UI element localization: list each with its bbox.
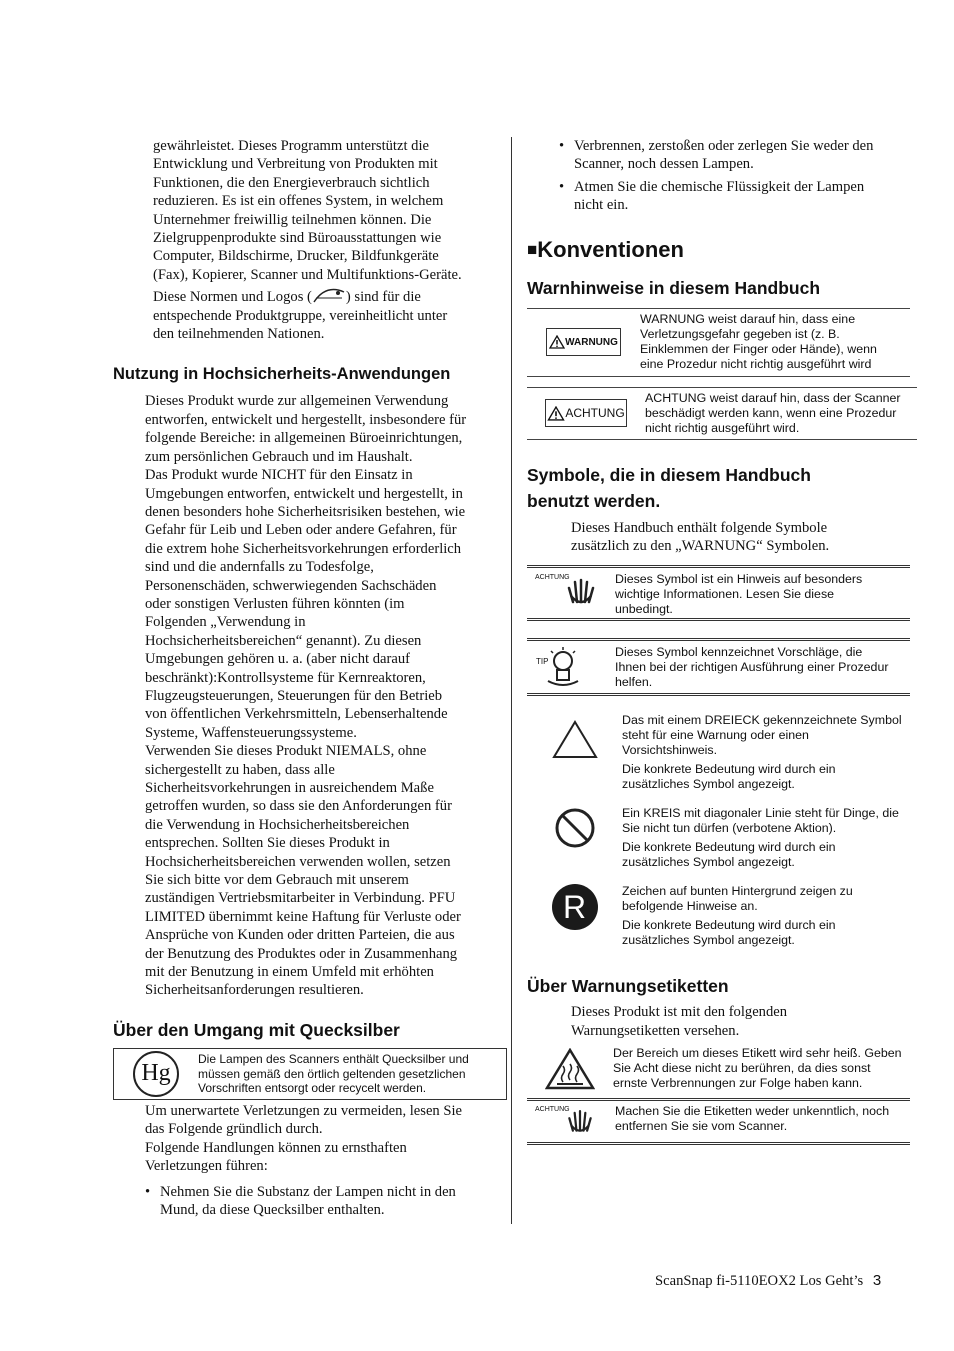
text-line: der Benutzung des Produktes oder in Zusammenhang	[145, 945, 458, 962]
text-line: Sie Acht diese nicht zu berühren, da dies sonst	[613, 1061, 871, 1076]
bullet-marker: •	[559, 138, 565, 154]
text-line: Ihnen bei der richtigen Ausführung einer Prozedur	[615, 660, 889, 675]
text-line: Die Lampen des Scanners enthält Quecksilber und	[198, 1052, 469, 1067]
heat-label-row	[527, 1046, 912, 1096]
text-line: wichtige Informationen. Lesen Sie diese	[615, 587, 835, 602]
achtung-label-wrap	[527, 399, 645, 427]
text-line: Dieses Symbol kennzeichnet Vorschläge, die	[615, 645, 863, 660]
text-line: Folgende Handlungen können zu ernsthaften	[145, 1139, 407, 1156]
text-line: Verletzungsgefahr gegeben ist (z. B.	[640, 327, 840, 342]
text-line: Ansprüche von Kunden oder dritten Parteien, die aus	[145, 927, 455, 944]
achtung-symbol-text	[615, 572, 862, 617]
text-line: Die konkrete Bedeutung wird durch ein	[622, 762, 836, 777]
left-column	[113, 137, 498, 1219]
text-line: zuständigen Vertriebsmitarbeiter in Verbindung. PFU	[145, 890, 456, 907]
etiketten-intro	[527, 1003, 912, 1040]
text-line: Das Produkt wurde NICHT für den Einsatz in	[145, 467, 413, 484]
text-line: Atmen Sie die chemische Flüssigkeit der Lampen	[574, 178, 865, 195]
text-line: Ein KREIS mit diagonaler Linie steht für Dinge, die	[622, 806, 899, 821]
text-line: steht für eine Warnung oder einen	[622, 728, 809, 743]
high-security-paragraph	[113, 392, 498, 999]
tip-symbol-box	[527, 638, 910, 696]
text-line: getroffen wurden, so dass sie den Anforderungen für	[145, 798, 452, 815]
text-line: Der Bereich um dieses Etikett wird sehr heiß. Geben	[613, 1046, 902, 1061]
symbole-intro	[527, 519, 912, 556]
text-line: Sicherheitsanforderungen resultieren.	[145, 982, 364, 999]
bullet-item	[527, 137, 912, 174]
text-line: Nehmen Sie die Substanz der Lampen nicht in den	[160, 1183, 456, 1200]
text-line: nicht ein.	[574, 197, 629, 214]
text-line: entfernen Sie sie vom Scanner.	[615, 1119, 788, 1134]
text-line: die Verwendung in Hochsicherheitsbereichen	[145, 816, 410, 833]
text-line: Computer, Bildschirme, Drucker, Bildfunkgeräte	[153, 248, 439, 265]
text-line: reduzieren. Es ist ein offenes System, in welchem	[153, 193, 444, 210]
right-column	[527, 137, 912, 1145]
text-line: eine Prozedur nicht richtig ausgeführt wird	[640, 357, 872, 372]
mercury-notice-text	[198, 1052, 469, 1096]
text-line: Entwicklung und Verbreitung von Produkten mit	[153, 156, 438, 173]
text-line: sind und die andernfalls zu Todesfolge,	[145, 559, 374, 576]
prohibited-icon-wrap	[527, 806, 622, 850]
text-line: den teilnehmenden Nationen.	[153, 326, 325, 343]
circle-text	[622, 806, 899, 870]
page-footer	[655, 1272, 881, 1290]
text-line: Funktionen, die den Energieverbrauch sichtlich	[153, 174, 430, 191]
page-number: 3	[872, 1272, 882, 1289]
bullet-text	[160, 1183, 456, 1220]
text-line: Hochsicherheitsbereichen“ genannt). Zu diesen	[145, 632, 422, 649]
etiketten-hand-icon	[527, 1104, 615, 1138]
bullet-marker: •	[559, 178, 565, 195]
text-line: ernste Verbrennungen zur Folge haben kann.	[613, 1076, 863, 1091]
text-line: Zielgruppenprodukte sind Büroausstattungen wie	[153, 230, 442, 247]
mercury-notice-box	[113, 1048, 507, 1100]
text-line: Dieses Symbol ist ein Hinweis auf besonders	[615, 572, 863, 587]
section-title-high-security: Nutzung in Hochsicherheits-Anwendungen	[113, 365, 451, 384]
text-line: zusätzliches Symbol angezeigt.	[622, 855, 795, 870]
warnung-label-wrap	[527, 328, 640, 356]
text-line: Unternehmer freiwillig teilnehmen können. Die	[153, 211, 432, 228]
achtung-box	[527, 387, 917, 440]
text-line: befolgende Hinweise an.	[622, 899, 758, 914]
text-line: zusätzliches Symbol angezeigt.	[622, 777, 795, 792]
text-line: Symbole, die in diesem Handbuch	[527, 464, 811, 485]
bullet-marker: •	[145, 1183, 151, 1200]
warnung-text	[640, 312, 877, 372]
section-title-warnhinweise: Warnhinweise in diesem Handbuch	[527, 277, 821, 298]
text-line: zum persönlichen Gebrauch und im Haushalt.	[145, 448, 413, 465]
text-line: folgende Bereiche: in allgemeinen Büroeinrichtungen,	[145, 430, 463, 447]
achtung-symbol-box	[527, 565, 910, 621]
hand-icon	[565, 1104, 595, 1136]
text-line: Um unerwartete Verletzungen zu vermeiden, lesen Sie	[145, 1102, 463, 1119]
text-line: sichergestellt zu haben, dass alle	[145, 761, 335, 778]
text-line: (Fax), Kopierer, Scanner und Multifunktions-Geräte.	[153, 266, 462, 283]
text-line: Die konkrete Bedeutung wird durch ein	[622, 918, 836, 933]
text-line: das Folgende gründlich durch.	[145, 1121, 323, 1138]
tip-bulb-icon	[527, 645, 615, 689]
triangle-text	[622, 713, 902, 792]
text-line: nicht richtig ausgeführt wird.	[645, 420, 800, 435]
text-line: Umgebungen entworfen, entwickelt und hergestellt, in	[145, 485, 463, 502]
text-line: zusätzliches Symbol angezeigt.	[622, 933, 795, 948]
text-line: Vorsichtshinweis.	[622, 743, 718, 758]
text-line: Verletzungen führen:	[145, 1158, 268, 1175]
achtung-icon-label: ACHTUNG	[535, 574, 570, 582]
achtung-label: ACHTUNG	[545, 399, 627, 427]
text-line: denen besonders hohe Sicherheitsrisiken bestehen, wie	[145, 503, 466, 520]
text-line: Warnungsetiketten versehen.	[571, 1022, 740, 1039]
r-circle-icon: R	[552, 884, 598, 930]
bullet-text	[574, 178, 864, 215]
achtung-icon-label: ACHTUNG	[535, 1106, 570, 1114]
achtung-hand-icon	[527, 572, 615, 612]
logos-line: Diese Normen und Logos ( ) sind für die	[153, 289, 421, 306]
text-line: helfen.	[615, 675, 653, 690]
lightbulb-icon	[545, 645, 581, 687]
text-line: entsprechen. Sollten Sie dieses Produkt in	[145, 835, 390, 852]
text-line: Sicherheitsvorkehrungen in ausreichendem Maße	[145, 780, 434, 796]
intro-paragraph	[113, 137, 498, 343]
text-line: Gefahr für Leib und Leben oder andere Gefahren, für	[145, 522, 457, 539]
energy-star-logo-icon	[312, 288, 346, 304]
achtung-text	[645, 391, 901, 436]
warnung-box	[527, 308, 910, 377]
text-line: Machen Sie die Etiketten weder unkenntlich, noch	[615, 1104, 890, 1119]
text-line: unbedingt.	[615, 602, 673, 617]
warning-triangle-icon	[547, 406, 565, 421]
text-line: Sie nicht tun dürfen (verbotene Aktion).	[622, 821, 837, 836]
triangle-icon-wrap	[527, 713, 622, 759]
bullet-text	[574, 137, 873, 174]
square-bullet-icon: ■	[527, 239, 538, 259]
section-title-mercury: Über den Umgang mit Quecksilber	[113, 1019, 400, 1040]
prohibited-icon	[553, 806, 597, 850]
text-line: WARNUNG weist darauf hin, dass eine	[640, 312, 856, 327]
text-line: ACHTUNG weist darauf hin, dass der Scanner	[645, 390, 901, 405]
footer-title: ScanSnap fi-5110EOX2 Los Geht’s	[655, 1273, 864, 1289]
section-title-konventionen: ■Konventionen	[527, 236, 684, 262]
mercury-hg-icon	[114, 1051, 198, 1097]
section-title-etiketten: Über Warnungsetiketten	[527, 976, 729, 997]
text-line: Hochsicherheitsbereichen verwenden wollen, setzen	[145, 853, 451, 870]
text-line: Sie sich bitte vor dem Gebrauch mit unserem	[145, 872, 409, 889]
warnung-label: WARNUNG	[546, 328, 621, 356]
r-icon-wrap	[527, 884, 622, 930]
text-line: Umgebungen gehören u. a. (aber nicht darauf	[145, 651, 411, 668]
warning-triangle-icon	[549, 335, 565, 349]
text-line: entworfen, entwickelt und hergestellt, insbesondere für	[145, 411, 467, 428]
text-line: Dieses Produkt wurde zur allgemeinen Verwendung	[145, 393, 449, 410]
triangle-icon	[552, 719, 598, 759]
bullet-item	[527, 178, 912, 215]
hot-surface-icon	[545, 1048, 595, 1090]
text-line: Dieses Handbuch enthält folgende Symbole	[571, 519, 828, 536]
text-line: mit der Benutzung in einem Umfeld mit erhöhten	[145, 964, 434, 981]
text-line: Verbrennen, zerstoßen oder zerlegen Sie weder den	[574, 138, 874, 154]
text-line: Folgenden „Verwendung in	[145, 614, 306, 631]
text-line: Dieses Produkt ist mit den folgenden	[571, 1004, 788, 1021]
text-line: die extrem hohe Sicherheitsvorkehrungen erforderlich	[145, 540, 462, 557]
text-line: beschränkt):Kontrollsysteme für Kernreaktoren,	[145, 669, 426, 686]
text-line: Personenschäden, schwerwiegenden Sachschäden	[145, 577, 437, 594]
mercury-paragraph	[113, 1102, 498, 1176]
text-line: von öffentlichen Verkehrsmitteln, Lebenserhaltende	[145, 706, 448, 723]
text-line: Systeme, Waffensteuerungssysteme.	[145, 724, 357, 741]
text-line: Vorschriften entsorgt oder recycelt werden.	[198, 1081, 427, 1096]
text-line: zusätzlich zu den „WARNUNG“ Symbolen.	[571, 538, 830, 555]
text-line: müssen gemäß den örtlich geltenden gesetzlichen	[198, 1066, 466, 1081]
text-line: Die konkrete Bedeutung wird durch ein	[622, 840, 836, 855]
tip-symbol-text	[615, 645, 888, 690]
text-line: benutzt werden.	[527, 490, 661, 511]
etiketten-achtung-box	[527, 1098, 910, 1145]
text-line: Mund, da diese Quecksilber enthalten.	[160, 1201, 385, 1218]
heat-icon-wrap	[527, 1046, 613, 1090]
text-line: Flugzeugsteuerungen, Steuerungen für den Betrieb	[145, 687, 443, 704]
text-line: LIMITED übernimmt keine Haftung für Verluste oder	[145, 908, 461, 925]
heat-label-text	[613, 1046, 902, 1091]
text-line: Scanner, noch dessen Lampen.	[574, 156, 754, 173]
triangle-symbol-row	[527, 713, 912, 792]
text-line: Zeichen auf bunten Hintergrund zeigen zu	[622, 884, 853, 899]
text-line: gewährleistet. Dieses Programm unterstützt die	[153, 138, 429, 154]
r-text	[622, 884, 853, 948]
r-symbol-row	[527, 884, 912, 948]
text-line: Verwenden Sie dieses Produkt NIEMALS, ohne	[145, 743, 427, 760]
circle-symbol-row	[527, 806, 912, 870]
text-line: Das mit einem DREIECK gekennzeichnete Symbol	[622, 713, 902, 728]
section-title-symbole	[527, 462, 912, 514]
hand-icon	[565, 572, 597, 608]
text-line: oder sonstigen Verlusten führen könnten (im	[145, 595, 405, 612]
text-line: entspechende Produktgruppe, vereinheitlicht unter	[153, 307, 448, 324]
etiketten-achtung-text	[615, 1104, 889, 1134]
column-divider	[511, 137, 512, 1224]
bullet-item	[113, 1183, 498, 1220]
hg-symbol: Hg	[133, 1051, 179, 1097]
tip-icon-label: TIP	[536, 657, 549, 667]
text-line: Einklemmen der Finger oder Hände), wenn	[640, 342, 877, 357]
text-line: beschädigt werden kann, wenn eine Prozedur	[645, 405, 897, 420]
